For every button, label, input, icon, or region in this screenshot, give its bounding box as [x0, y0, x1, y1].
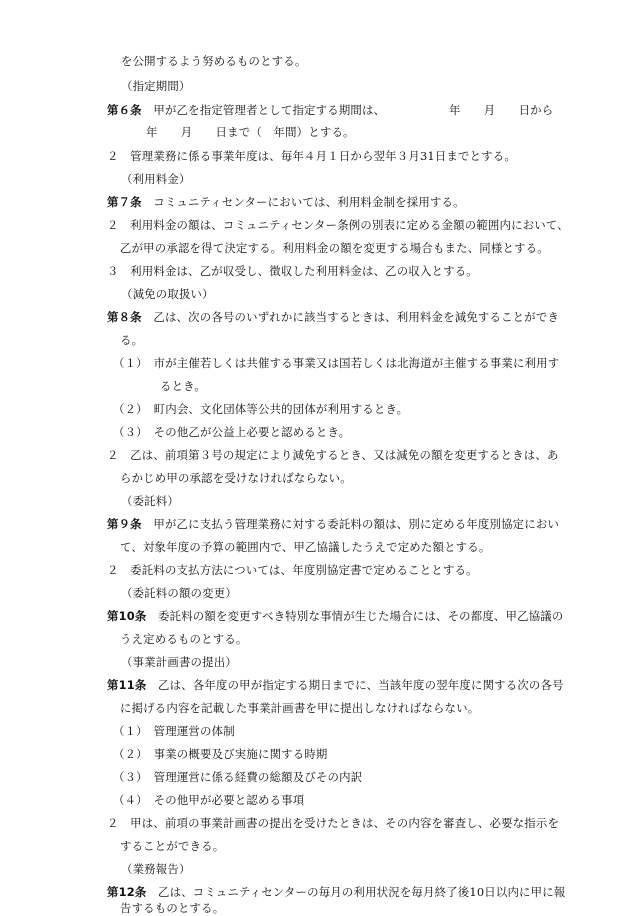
list-item: （３） その他乙が公益上必要と認めるとき。 — [113, 425, 351, 439]
article-number: 第11条 — [107, 678, 147, 692]
paragraph-line: ２ 乙は、前項第３号の規定により減免するとき、又は減免の額を変更するときは、あ — [107, 448, 559, 462]
article-9 — [107, 516, 559, 532]
article-text: 甲が乙に支払う管理業務に対する委託料の額は、別に定める年度別協定におい — [141, 517, 560, 531]
article-text: 乙は、次の各号のいずれかに該当するときは、利用料金を減免することができ — [141, 310, 560, 324]
article-text: 乙は、各年度の甲が指定する期日までに、当該年度の翌年度に関する次の各号 — [146, 678, 564, 692]
list-item: （１） 市が主催若しくは共催する事業又は国若しくは北海道が主催する事業に利用す — [113, 356, 560, 370]
article-number: 第12条 — [107, 885, 147, 899]
text-line: することができる。 — [120, 839, 225, 853]
paragraph-line: ２ 管理業務に係る事業年度は、毎年４月１日から翌年３月31日までとする。 — [107, 149, 516, 163]
article-12 — [107, 884, 565, 900]
article-number: 第６条 — [107, 103, 142, 117]
article-number: 第７条 — [107, 195, 142, 209]
text-line: て、対象年度の予算の範囲内で、甲乙協議したうえで定めた額とする。 — [120, 540, 491, 554]
paragraph-line: ２ 委託料の支払方法については、年度別協定書で定めることとする。 — [107, 563, 478, 577]
text-line: 年 月 日まで（ 年間）とする。 — [146, 125, 355, 139]
text-line: らかじめ甲の承認を受けなければならない。 — [120, 471, 352, 485]
text-line: うえ定めるものとする。 — [120, 632, 248, 646]
list-item: （２） 事業の概要及び実施に関する時期 — [113, 747, 328, 761]
section-heading: （委託料の額の変更） — [121, 586, 237, 600]
section-heading: （利用料金） — [121, 172, 191, 186]
article-6 — [107, 102, 553, 118]
paragraph-line: ３ 利用料金は、乙が収受し、徴収した利用料金は、乙の収入とする。 — [107, 264, 478, 278]
article-10 — [107, 608, 563, 624]
article-11 — [107, 677, 564, 693]
paragraph-line: ２ 甲は、前項の事業計画書の提出を受けたときは、その内容を審査し、必要な指示を — [107, 816, 560, 830]
text-line: 告するものとする。 — [120, 901, 225, 915]
article-text: コミュニティセンターにおいては、利用料金制を採用する。 — [141, 195, 465, 209]
section-heading: （委託料） — [121, 494, 179, 508]
list-item: （３） 管理運営に係る経費の総額及びその内訳 — [113, 770, 363, 784]
article-number: 第10条 — [107, 609, 147, 623]
article-7 — [107, 194, 465, 210]
article-number: 第９条 — [107, 517, 142, 531]
list-item: （１） 管理運営の体制 — [113, 724, 235, 738]
section-heading: （業務報告） — [121, 862, 191, 876]
article-8 — [107, 309, 559, 325]
article-text: 乙は、コミュニティセンターの毎月の利用状況を毎月終了後10日以内に甲に報 — [146, 885, 566, 899]
text-line: を公開するよう努めるものとする。 — [121, 54, 307, 68]
list-item: （２） 町内会、文化団体等公共的団体が利用するとき。 — [113, 402, 409, 416]
text-line: るとき。 — [160, 379, 206, 393]
text-line: る。 — [120, 333, 144, 347]
section-heading: （指定期間） — [121, 79, 191, 93]
section-heading: （減免の取扱い） — [121, 287, 214, 301]
article-text: 甲が乙を指定管理者として指定する期間は、 年 月 日から — [141, 103, 554, 117]
list-item: （４） その他甲が必要と認める事項 — [113, 793, 305, 807]
paragraph-line: ２ 利用料金の額は、コミュニティセンター条例の別表に定める金額の範囲内において、 — [107, 218, 569, 232]
article-text: 委託料の額を変更すべき特別な事情が生じた場合には、その都度、甲乙協議の — [146, 609, 564, 623]
section-heading: （事業計画書の提出） — [121, 655, 237, 669]
text-line: 乙が甲の承認を得て決定する。利用料金の額を変更する場合もまた、同様とする。 — [120, 241, 549, 255]
article-number: 第８条 — [107, 310, 142, 324]
text-line: に掲げる内容を記載した事業計画書を甲に提出しなければならない。 — [120, 701, 480, 715]
